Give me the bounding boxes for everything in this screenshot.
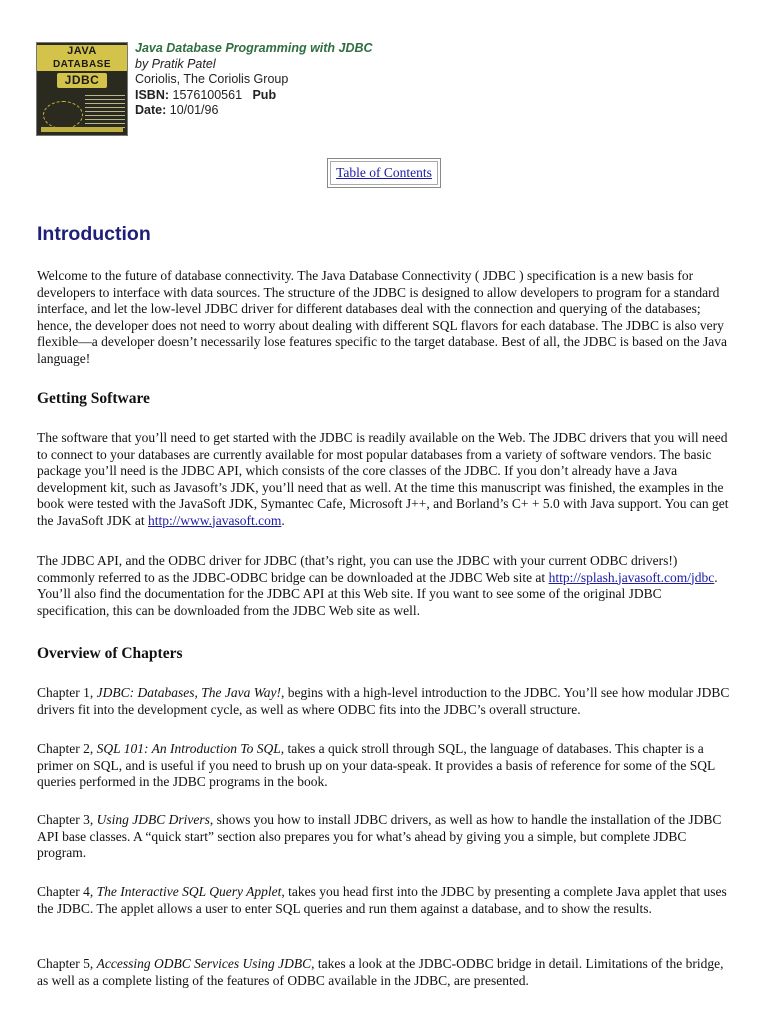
gs-p2-end: . You’ll also find the documentation for the JDBC API at this Web site. If you want to see some of the original JDBC specification, this can be downloaded from the JDBC Web site as well. (37, 569, 718, 618)
book-metadata (135, 41, 375, 119)
toc-inner (330, 161, 438, 185)
table-of-contents-link[interactable]: Table of Contents (336, 165, 432, 180)
intro-paragraph: Welcome to the future of database connectivity. The Java Database Connectivity ( JDBC ) specification is a new basis for developers to interface with data sources. The structure of the JDBC is designed to allow developers to program for a standard interface, and let the low-level JDBC driver for different databases deal with the connection and querying of the databases; hence, the developer does not need to worry about dealing with different SQL flavors for each database. The JDBC is also very flexible—a developer doesn’t necessarily lose features specific to the target database. Best of all, the JDBC is based on the Java language! (37, 268, 728, 366)
chapter-4-label: Chapter 4, (37, 884, 97, 899)
chapter-2-text: , takes a quick stroll through SQL, the language of databases. This chapter is a primer on SQL, and is useful if you need to brush up on your data-speak. It provides a basis of reference for some of the SQL queries performed in the JDBC programs in the book. (37, 741, 715, 789)
heading-overview-of-chapters: Overview of Chapters (37, 645, 183, 662)
chapter-3-paragraph (37, 812, 737, 862)
isbn-value: 1576100561 (172, 87, 243, 102)
pub-label-b: Date: (135, 103, 167, 117)
pub-label-a: Pub (252, 87, 277, 102)
cover-title-jdbc: JDBC (57, 73, 107, 88)
book-author: by Pratik Patel (135, 56, 216, 71)
chapter-1-paragraph (37, 685, 737, 718)
getting-software-paragraph-2 (37, 553, 737, 619)
chapter-4-title: The Interactive SQL Query Applet (96, 884, 282, 899)
cover-footer-bar (41, 127, 123, 132)
chapter-5-paragraph (37, 956, 737, 989)
page-title: Introduction (37, 223, 151, 245)
cover-title-java: JAVA (37, 45, 127, 58)
book-date-line (135, 103, 375, 119)
chapter-5-text: , takes a look at the JDBC-ODBC bridge in detail. Limitations of the bridge, as well as a complete listing of the features of ODBC available in the JDBC, are presented. (37, 956, 724, 988)
chapter-3-title: Using JDBC Drivers (96, 812, 210, 827)
heading-getting-software: Getting Software (37, 390, 150, 407)
chapter-1-text: , begins with a high-level introduction to the JDBC. You’ll see how modular JDBC drivers fit into the development cycle, as well as where ODBC fits into the JDBC’s overall structure. (37, 685, 730, 717)
gs-p1-text: The software that you’ll need to get started with the JDBC is readily available on the Web. The JDBC drivers that you will need to connect to your databases are currently available for most popular databases from a variety of software vendors. The basic package you’ll need is the JDBC API, which consists of the core classes of the JDBC. If you don’t already have a Java development kit, such as Javasoft’s JDK, you’ll need that as well. At the time this manuscript was finished, the examples in the book were tested with the JavaSoft JDK, Symantec Cafe, Microsoft J++, and Borland’s C+ + 5.0 with Java support. You can get the JavaSoft JDK at (37, 430, 729, 528)
cover-globe-graphic (43, 101, 83, 129)
jdbc-site-link[interactable]: http://splash.javasoft.com/jdbc (548, 569, 715, 585)
toc-box (327, 158, 441, 188)
chapter-2-label: Chapter 2, (37, 741, 97, 756)
cover-title-database: DATABASE (37, 58, 127, 71)
chapter-2-paragraph (37, 741, 737, 791)
book-cover-image (36, 42, 128, 136)
gs-p1-end: . (281, 512, 285, 528)
book-isbn-line (135, 88, 375, 104)
pub-date-value: 10/01/96 (169, 103, 219, 117)
gs-p2-text: The JDBC API, and the ODBC driver for JDBC (that’s right, you can use the JDBC with your current ODBC drivers!) commonly referred to as the JDBC-ODBC bridge can be downloaded at the JDBC Web site at (37, 553, 678, 585)
chapter-5-title: Accessing ODBC Services Using JDBC (96, 956, 312, 971)
book-title: Java Database Programming with JDBC (135, 41, 373, 55)
cover-blurb-graphic (85, 95, 125, 129)
book-publisher: Coriolis, The Coriolis Group (135, 72, 289, 86)
chapter-4-text: , takes you head first into the JDBC by presenting a complete Java applet that uses the JDBC. The applet allows a user to enter SQL queries and run them against a database, and to show the results. (37, 884, 727, 916)
chapter-5-label: Chapter 5, (37, 956, 97, 971)
isbn-label: ISBN: (135, 87, 170, 102)
chapter-3-text: , shows you how to install JDBC drivers, as well as how to handle the installation of the JDBC API base classes. A “quick start” section also prepares you for what’s ahead by giving you a simple, but complete JDBC program. (37, 812, 722, 860)
chapter-1-title: JDBC: Databases, The Java Way! (96, 685, 281, 700)
chapter-4-paragraph (37, 884, 737, 917)
chapter-2-title: SQL 101: An Introduction To SQL (96, 741, 281, 756)
chapter-3-label: Chapter 3, (37, 812, 97, 827)
chapter-1-label: Chapter 1, (37, 685, 97, 700)
javasoft-link[interactable]: http://www.javasoft.com (147, 512, 282, 528)
getting-software-paragraph-1 (37, 430, 737, 529)
